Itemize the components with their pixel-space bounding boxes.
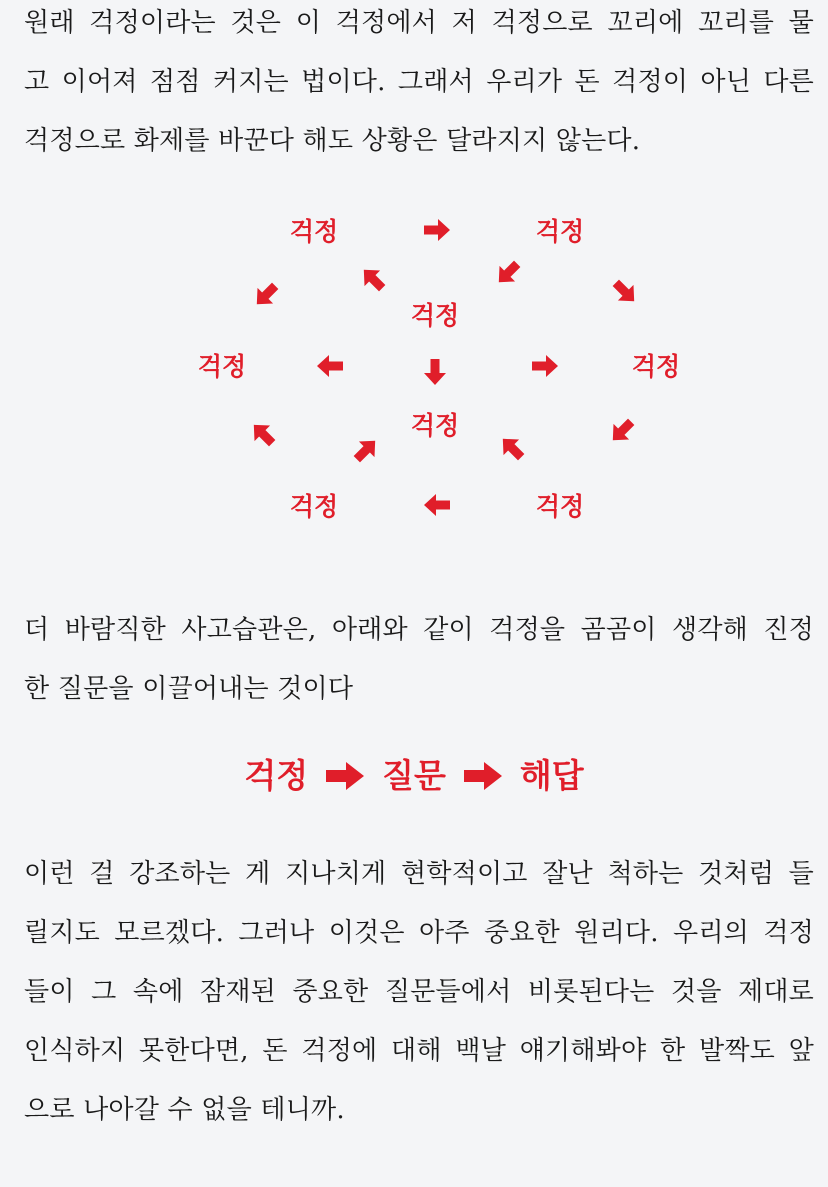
- flow-step-answer: 해답: [519, 756, 584, 795]
- arrow-left-icon: [315, 351, 345, 381]
- paragraph-3-line: 이런 걸 강조하는 게 지나치게 현학적이고 잘난 척하는 것처럼 들: [24, 859, 814, 889]
- paragraph-1-line: 원래 걱정이라는 것은 이 걱정에서 저 걱정으로 꼬리에 꼬리를 물: [24, 8, 814, 38]
- arrow-down-icon: [420, 357, 450, 387]
- worry-cycle-diagram: [0, 190, 828, 550]
- arrow-up-left-icon: [497, 433, 527, 463]
- diagram-label-bottom-right: 걱정: [535, 492, 585, 521]
- paragraph-3-line: 들이 그 속에 잠재된 중요한 질문들에서 비롯된다는 것을 제대로: [24, 977, 814, 1007]
- arrow-right-icon: [530, 351, 560, 381]
- paragraph-3-line: 으로 나아갈 수 없을 테니까.: [24, 1095, 345, 1125]
- paragraph-2: [24, 601, 814, 719]
- arrow-left-icon: [422, 490, 452, 520]
- paragraph-3-line: 인식하지 못한다면, 돈 걱정에 대해 백날 얘기해봐야 한 발짝도 앞: [24, 1036, 814, 1066]
- arrow-up-left-icon: [358, 264, 388, 294]
- diagram-label-bottom-left: 걱정: [289, 492, 339, 521]
- worry-question-answer-flow: [0, 748, 828, 804]
- flow-step-question: 질문: [382, 756, 446, 795]
- paragraph-1-line: 걱정으로 화제를 바꾼다 해도 상황은 달라지지 않는다.: [24, 126, 641, 156]
- arrow-down-right-icon: [610, 277, 640, 307]
- paragraph-2-line: 한 질문을 이끌어내는 것이다: [24, 674, 354, 704]
- arrow-right-icon: [422, 215, 452, 245]
- diagram-label-center-lower: 걱정: [410, 411, 460, 440]
- arrow-down-left-icon: [251, 280, 281, 310]
- arrow-up-left-icon: [248, 419, 278, 449]
- arrow-up-right-icon: [351, 435, 381, 465]
- diagram-label-top-left: 걱정: [289, 217, 339, 246]
- arrow-right-icon: [464, 762, 502, 790]
- diagram-label-center-upper: 걱정: [410, 301, 460, 330]
- diagram-label-top-right: 걱정: [535, 217, 585, 246]
- paragraph-3-line: 릴지도 모르겠다. 그러나 이것은 아주 중요한 원리다. 우리의 걱정: [24, 918, 814, 948]
- arrow-down-left-icon: [607, 416, 637, 446]
- flow-step-worry: 걱정: [244, 756, 309, 795]
- paragraph-1: [24, 0, 814, 171]
- diagram-label-right: 걱정: [631, 352, 681, 381]
- diagram-label-left: 걱정: [197, 352, 247, 381]
- paragraph-2-line: 더 바람직한 사고습관은, 아래와 같이 걱정을 곰곰이 생각해 진정: [24, 615, 814, 645]
- paragraph-1-line: 고 이어져 점점 커지는 법이다. 그래서 우리가 돈 걱정이 아닌 다른: [24, 67, 814, 97]
- paragraph-3: [24, 845, 814, 1140]
- arrow-down-left-icon: [493, 258, 523, 288]
- arrow-right-icon: [326, 762, 364, 790]
